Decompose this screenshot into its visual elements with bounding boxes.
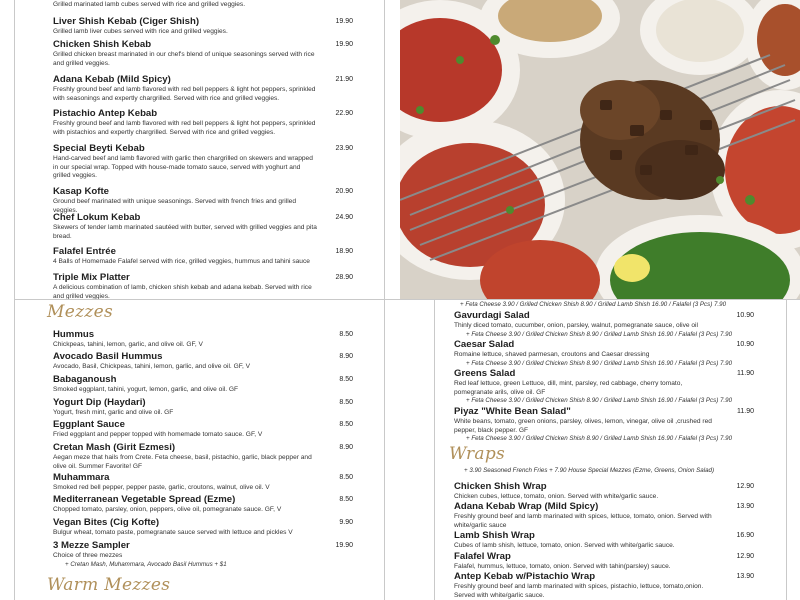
section-title-wraps: Wraps (449, 444, 506, 464)
item-name: Kasap Kofte (53, 186, 109, 197)
item-price: 11.90 (737, 370, 754, 377)
item-extra: + Feta Cheese 3.90 / Grilled Chicken Shish 8.90 / Grilled Lamb Shish 16.90 / Falafel (3 Pcs) 7.90 (466, 397, 733, 405)
item-desc: White beans, tomato, green onions, parsley, olives, lemon, vinegar, olive oil ,crushed red pepper, black pepper. GF (454, 418, 712, 434)
item-name: Special Beyti Kebab (53, 143, 145, 154)
item-price: 10.90 (736, 312, 754, 319)
item-desc: Yogurt, fresh mint, garlic and olive oil. GF (53, 409, 174, 416)
item-name: Piyaz "White Bean Salad" (454, 406, 571, 417)
item-desc: Bulgur wheat, tomato paste, pomegranate sauce served with lettuce and pickles V (53, 529, 293, 536)
menu-item[interactable] (53, 143, 353, 181)
item-price: 20.90 (335, 188, 353, 195)
item-desc: Smoked eggplant, tahini, yogurt, lemon, garlic, and olive oil. GF (53, 386, 239, 393)
menu-item[interactable] (53, 186, 353, 215)
item-name: Greens Salad (454, 368, 516, 379)
item-name: Falafel Wrap (454, 551, 511, 562)
item-price: 8.50 (339, 496, 353, 503)
menu-item[interactable] (53, 540, 353, 569)
item-desc: Freshly ground beef and lamb marinated with spices, pistachio, lettuce, tomato,onion. Served with white/garlic sauce. (454, 583, 704, 599)
item-extra: + Feta Cheese 3.90 / Grilled Chicken Shish 8.90 / Grilled Lamb Shish 16.90 / Falafel (3 Pcs) 7.90 (466, 435, 733, 443)
item-desc: Freshly ground beef and lamb flavored with red bell peppers & light hot peppers, sprinkled with pistachios and expertly chargrilled. Served with rice and grilled veggies. (53, 120, 316, 136)
item-name: Babaganoush (53, 374, 117, 385)
item-price: 13.90 (736, 503, 754, 510)
item-name: Mediterranean Vegetable Spread (Ezme) (53, 494, 236, 505)
item-extra: + Feta Cheese 3.90 / Grilled Chicken Shish 8.90 / Grilled Lamb Shish 16.90 / Falafel (3 Pcs) 7.90 (466, 359, 733, 367)
salads-panel (454, 310, 754, 444)
item-desc: Red leaf lettuce, green Lettuce, dill, mint, parsley, red cabbage, cherry tomato, pomegranate arils, olive oil. GF (454, 380, 683, 396)
item-price: 8.90 (339, 444, 353, 451)
kebab-platter-photo (400, 0, 800, 299)
item-name: Gavurdagi Salad (454, 310, 530, 321)
item-desc: Fried eggplant and pepper topped with homemade tomato sauce. GF, V (53, 431, 263, 438)
item-price: 16.90 (736, 532, 754, 539)
item-name: Yogurt Dip (Haydari) (53, 397, 146, 408)
item-desc: Ground beef marinated with unique seasonings. Served with french fries and grilled veggies. (53, 198, 297, 214)
menu-item[interactable] (53, 39, 353, 68)
item-desc: 4 Balls of Homemade Falafel served with rice, grilled veggies, hummus and tahini sauce (53, 258, 310, 265)
item-price: 8.50 (339, 421, 353, 428)
item-desc: Chopped tomato, parsley, onion, peppers, olive oil, pomegranate sauce. GF, V (53, 506, 282, 513)
menu-item[interactable] (53, 16, 353, 37)
menu-item[interactable] (53, 419, 353, 440)
item-price: 8.50 (339, 376, 353, 383)
menu-item[interactable] (454, 501, 754, 530)
item-name: Liver Shish Kebab (Ciger Shish) (53, 16, 200, 27)
item-desc: Aegan meze that hails from Crete. Feta cheese, basil, pistachio, garlic, black pepper and olive oil. Summer Favorite! GF (53, 454, 312, 470)
item-name: Pistachio Antep Kebab (53, 108, 158, 119)
item-desc: Romaine lettuce, shaved parmesan, croutons and Caesar dressing (454, 351, 650, 358)
center-rule-left (384, 0, 385, 600)
item-desc: Cubes of lamb shish, lettuce, tomato, onion. Served with white/garlic sauce. (454, 542, 675, 549)
item-name: Lamb Shish Wrap (454, 530, 535, 541)
menu-item[interactable] (53, 272, 353, 299)
item-price: 8.50 (339, 331, 353, 338)
item-price: 9.90 (339, 519, 353, 526)
item-desc: Choice of three mezzes (53, 552, 123, 559)
item-price: 21.90 (335, 76, 353, 83)
menu-item[interactable] (53, 329, 353, 350)
left-border (14, 0, 15, 600)
menu-item[interactable] (53, 442, 353, 471)
item-price: 10.90 (736, 341, 754, 348)
menu-item[interactable] (53, 494, 353, 515)
item-desc: Falafel, hummus, lettuce, tomato, onion. Served with tahin(parsley) sauce. (454, 563, 671, 570)
item-price: 23.90 (335, 145, 353, 152)
menu-item[interactable] (53, 397, 353, 418)
item-extra: + Cretan Mash, Muhammara, Avocado Basil Hummus + $1 (65, 560, 227, 568)
menu-item[interactable] (454, 406, 754, 443)
item-price: 8.90 (339, 353, 353, 360)
item-name: Vegan Bites (Cig Kofte) (53, 517, 160, 528)
item-price: 11.90 (737, 408, 754, 415)
item-name: Adana Kebab (Mild Spicy) (53, 74, 171, 85)
item-name: Falafel Entrée (53, 246, 116, 257)
item-desc: A delicious combination of lamb, chicken shish kebab and adana kebab. Served with rice and grilled veggies. (53, 284, 312, 299)
middle-rule (14, 299, 800, 300)
item-name: Eggplant Sauce (53, 419, 125, 430)
wraps-addon-note: + 3.90 Seasoned French Fries + 7.90 House Special Mezzes (Ezme, Greens, Onion Salad) (464, 467, 715, 474)
item-name: Caesar Salad (454, 339, 515, 350)
item-name: Chicken Shish Kebab (53, 39, 152, 50)
item-name: Antep Kebab w/Pistachio Wrap (454, 571, 596, 582)
menu-item[interactable] (53, 472, 353, 493)
menu-item[interactable] (454, 571, 754, 600)
menu-item[interactable] (53, 108, 353, 137)
item-price: 19.90 (335, 542, 353, 549)
center-rule-right (434, 300, 435, 600)
item-price: 12.90 (736, 553, 754, 560)
item-name: Cretan Mash (Girit Ezmesi) (53, 442, 176, 453)
item-desc: Freshly ground beef and lamb flavored with red bell peppers & light hot peppers, sprinkled with seasonings and expertly chargrilled. Served with rice and grilled veggies. (53, 86, 316, 102)
section-title-mezzes: Mezzes (47, 302, 113, 322)
item-name: Triple Mix Platter (53, 272, 130, 283)
mezzes-panel (53, 328, 353, 600)
menu-item[interactable] (53, 374, 353, 395)
item-desc: Grilled marinated lamb cubes served with rice and grilled veggies. (53, 1, 246, 8)
item-name: Chef Lokum Kebab (53, 212, 141, 223)
menu-item[interactable] (454, 481, 754, 502)
item-price: 8.50 (339, 474, 353, 481)
item-desc: Smoked red bell pepper, pepper paste, garlic, croutons, walnut, olive oil. V (53, 484, 270, 491)
item-desc: Freshly ground beef and lamb marinated with spices, lettuce, tomato, onion. Served with white/garlic sauce (454, 513, 712, 529)
item-name: Chicken Shish Wrap (454, 481, 547, 492)
right-border (786, 300, 787, 600)
item-name: Muhammara (53, 472, 110, 483)
item-desc: Skewers of tender lamb marinated sautéed with butter, served with grilled veggies and pita bread. (53, 224, 317, 240)
item-name: Hummus (53, 329, 95, 340)
menu-item[interactable] (454, 551, 754, 572)
item-price: 12.90 (736, 483, 754, 490)
section-title-warm-mezzes: Warm Mezzes (47, 575, 171, 595)
menu-item (53, 1, 353, 10)
menu-item[interactable] (53, 517, 353, 538)
menu-item[interactable] (454, 339, 754, 368)
item-price: 19.90 (335, 41, 353, 48)
menu-item[interactable] (53, 212, 353, 241)
item-desc: Thinly diced tomato, cucumber, onion, parsley, walnut, pomegranate sauce, olive oil (454, 322, 698, 329)
item-name: 3 Mezze Sampler (53, 540, 130, 551)
menu-item[interactable] (454, 310, 754, 339)
entrees-panel (53, 0, 353, 299)
item-desc: Chicken cubes, lettuce, tomato, onion. Served with white/garlic sauce. (454, 493, 659, 500)
menu-item[interactable] (53, 246, 353, 267)
item-name: Adana Kebab Wrap (Mild Spicy) (454, 501, 599, 512)
item-desc: Grilled chicken breast marinated in our chef's blend of unique seasonings served with rice and grilled veggies. (53, 51, 315, 67)
salads-top-note: + Feta Cheese 3.90 / Grilled Chicken Shish 8.90 / Grilled Lamb Shish 16.90 / Falafel (3 Pcs) 7.90 (460, 301, 727, 308)
item-extra: + Feta Cheese 3.90 / Grilled Chicken Shish 8.90 / Grilled Lamb Shish 16.90 / Falafel (3 Pcs) 7.90 (466, 330, 733, 338)
item-price: 28.90 (335, 274, 353, 281)
menu-item[interactable] (53, 74, 353, 103)
item-price: 22.90 (335, 110, 353, 117)
item-price: 13.90 (736, 573, 754, 580)
item-price: 18.90 (335, 248, 353, 255)
item-price: 24.90 (335, 214, 353, 221)
item-desc: Grilled lamb liver cubes served with rice and grilled veggies. (53, 28, 228, 35)
wraps-panel (454, 480, 754, 600)
item-desc: Avocado, Basil, Chickpeas, tahini, lemon, garlic, and olive oil. GF, V (53, 363, 251, 370)
item-price: 8.50 (339, 399, 353, 406)
menu-item[interactable] (53, 351, 353, 372)
kebab-platter-illustration (400, 0, 800, 299)
menu-item[interactable] (454, 368, 754, 405)
menu-item[interactable] (454, 530, 754, 551)
item-desc: Hand-carved beef and lamb flavored with garlic then chargrilled on skewers and wrapped in our special wrap. Topped with house-made tomato sauce, served with yoghurt and grilled veggies. (53, 155, 313, 180)
item-price: 19.90 (335, 18, 353, 25)
item-desc: Chickpeas, tahini, lemon, garlic, and olive oil. GF, V (53, 341, 203, 348)
item-name: Avocado Basil Hummus (53, 351, 163, 362)
